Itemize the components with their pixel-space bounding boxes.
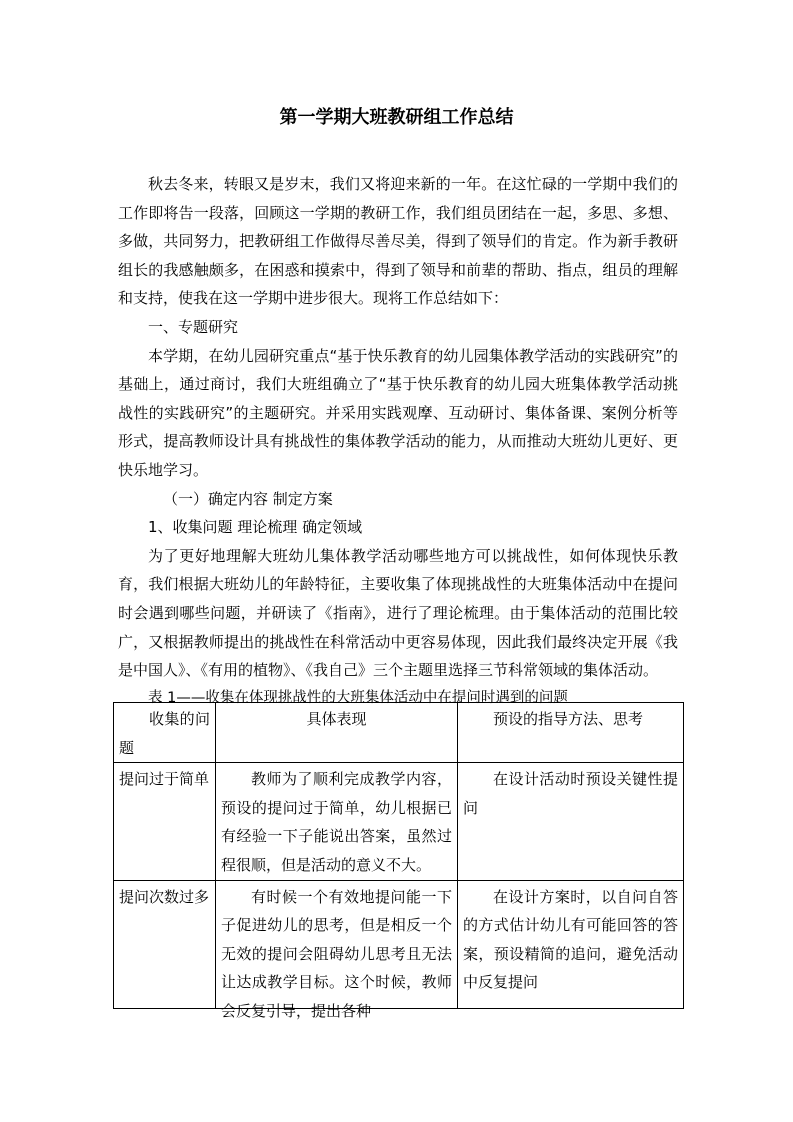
subsection-heading-1: （一）确定内容 制定方案 [163,489,333,508]
intro-paragraph: 秋去冬来，转眼又是岁末，我们又将迎来新的一年。在这忙碌的一学期中我们的工作即将告一段落，回顾这一学期的教研工作，我们组员团结在一起，多思、多想、多做，共同努力，把教研组工作做得尽善尽美，得到了领导们的肯定。作为新手教研组长的我感触颇多，在困惑和摸索中，得到了领导和前辈的帮助、指点，组员的理解和支持，使我在这一学期中进步很大。现将工作总结如下： [118,175,678,308]
table-cell-problem: 提问次数过多 [114,880,216,1008]
item-heading-1: 1、收集问题 理论梳理 确定领域 [148,518,363,537]
section-heading-1: 一、专题研究 [148,317,239,336]
table-cell-manifestation [216,880,458,1020]
problems-table [113,702,684,1020]
table-header-problem: 收集的问题 [114,703,216,763]
table-cell-manifestation-text: 有时候一个有效地提问能一下子促进幼儿的思考，但是相反一个无效的提问会阻碍幼儿思考且无法让达成教学目标。这个时候，教师会反复引导，提出各种 [221,887,452,1020]
table-row [114,880,684,1008]
document-title: 第一学期大班教研组工作总结 [279,107,514,128]
topic-research-paragraph: 本学期，在幼儿园研究重点“基于快乐教育的幼儿园集体教学活动的实践研究”的基础上，通过商讨，我们大班组确立了“基于快乐教育的幼儿园大班集体教学活动挑战性的实践研究”的主题研究。并采用实践观摩、互动研讨、集体备课、案例分析等形式，提高教师设计具有挑战性的集体教学活动的能力，从而推动大班幼儿更好、更快乐地学习。 [118,346,678,479]
table-header-method: 预设的指导方法、思考 [458,703,684,763]
table-cell-method: 在设计方案时，以自问自答的方式估计幼儿有可能回答的答案，预设精简的追问，避免活动中反复提问 [458,880,684,1008]
table-cell-problem: 提问过于简单 [114,763,216,880]
table-caption: 表 1——收集在体现挑战性的大班集体活动中在提问时遇到的问题 [148,689,568,706]
table-header-row [114,703,684,763]
table-header-manifestation: 具体表现 [216,703,458,763]
table-cell-method: 在设计活动时预设关键性提问 [458,763,684,880]
table-row [114,763,684,880]
table-cell-manifestation: 教师为了顺利完成教学内容，预设的提问过于简单，幼儿根据已有经验一下子能说出答案，虽然过程很顺，但是活动的意义不大。 [216,763,458,880]
document-body [118,170,678,711]
collect-problems-paragraph: 为了更好地理解大班幼儿集体教学活动哪些地方可以挑战性，如何体现快乐教育，我们根据大班幼儿的年龄特征，主要收集了体现挑战性的大班集体活动中在提问时会遇到哪些问题，并研读了《指南》，进行了理论梳理。由于集体活动的范围比较广，又根据教师提出的挑战性在科常活动中更容易体现，因此我们最终决定开展《我是中国人》、《有用的植物》、《我自己》三个主题里选择三节科常领域的集体活动。 [118,546,678,680]
